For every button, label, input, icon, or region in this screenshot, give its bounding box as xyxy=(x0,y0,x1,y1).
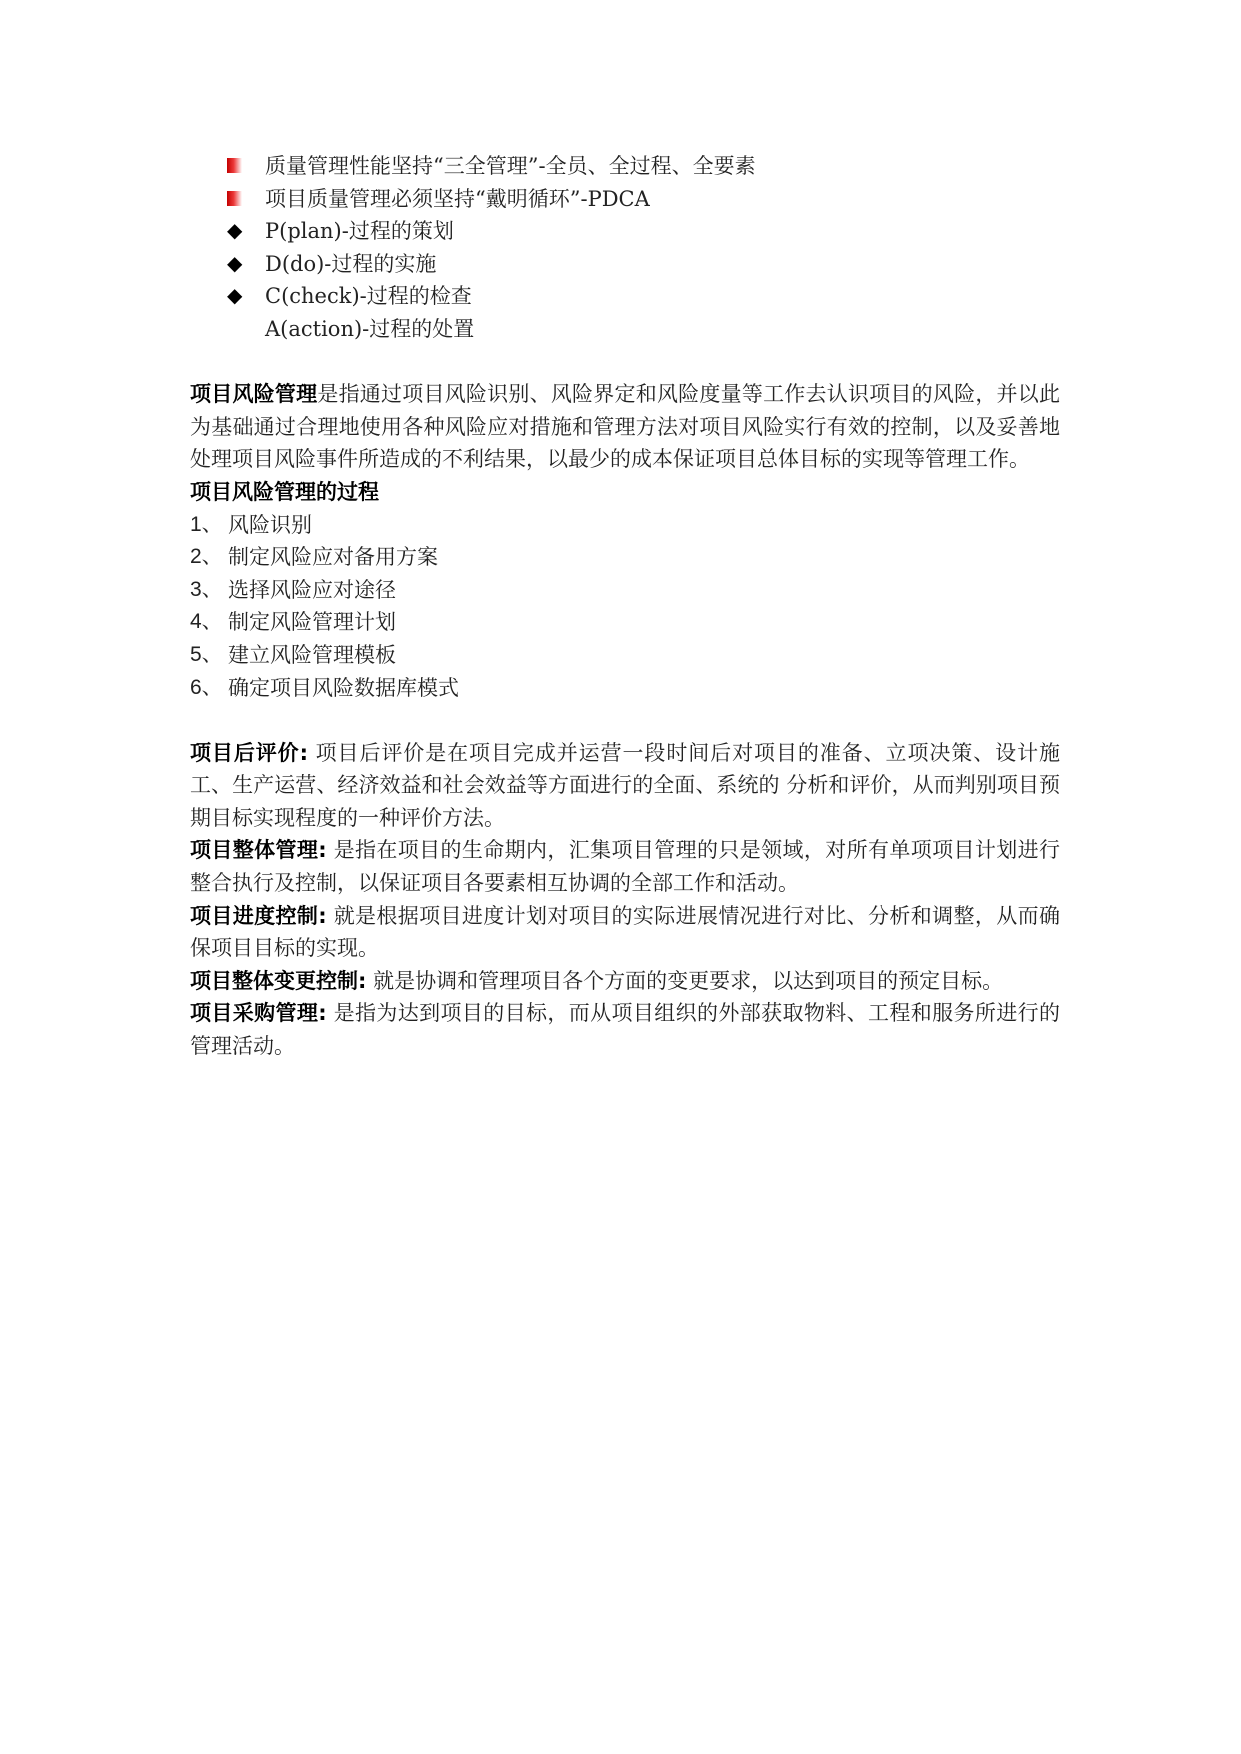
list-item-number: 1、 xyxy=(190,512,223,536)
definition-text: 就是协调和管理项目各个方面的变更要求，以达到项目的预定目标。 xyxy=(366,968,1004,993)
list-item xyxy=(190,574,1060,607)
definition-text: 是指在项目的生命期内，汇集项目管理的只是领域，对所有单项项目计划进行整合执行及控制，以保证项目各要素相互协调的全部工作和活动。 xyxy=(190,838,1060,896)
definition-post-evaluation xyxy=(190,737,1060,835)
list-item-text: 确定项目风险数据库模式 xyxy=(228,675,459,700)
spacer xyxy=(190,704,1060,737)
diamond-bullet-icon xyxy=(227,223,242,238)
list-item xyxy=(190,606,1060,639)
pdca-item-plan xyxy=(190,215,1060,248)
definition-text: 是指为达到项目的目标，而从项目组织的外部获取物料、工程和服务所进行的管理活动。 xyxy=(190,1001,1060,1059)
risk-management-term: 项目风险管理 xyxy=(190,382,318,407)
pdca-item-text: A(action)-过程的处置 xyxy=(265,316,475,341)
quality-bullet-text: 质量管理性能坚持“三全管理”-全员、全过程、全要素 xyxy=(265,154,756,178)
list-item-text: 风险识别 xyxy=(228,512,312,537)
quality-bullet-text: 项目质量管理必须坚持“戴明循环”-PDCA xyxy=(265,186,650,211)
risk-management-definition: 是指通过项目风险识别、风险界定和风险度量等工作去认识项目的风险，并以此为基础通过合理地使用各种风险应对措施和管理方法对项目风险实行有效的控制，以及妥善地处理项目风险事件所造成的不利结果，以最少的成本保证项目总体目标的实现等管理工作。 xyxy=(190,382,1061,472)
risk-management-paragraph xyxy=(190,378,1060,476)
definition-procurement-management xyxy=(190,997,1060,1062)
definition-change-control xyxy=(190,965,1060,998)
list-item-number: 3、 xyxy=(190,577,223,601)
pdca-item-check xyxy=(190,280,1060,313)
pdca-item-text: D(do)-过程的实施 xyxy=(265,251,437,276)
list-item-number: 6、 xyxy=(190,675,223,699)
diamond-bullet-icon xyxy=(227,256,242,271)
quality-bullet-2 xyxy=(190,183,1060,216)
definition-term: 项目进度控制: xyxy=(190,903,327,928)
diamond-bullet-icon xyxy=(227,288,242,303)
red-square-bullet-icon xyxy=(227,191,242,206)
definition-schedule-control xyxy=(190,900,1060,965)
list-item-number: 5、 xyxy=(190,642,223,666)
list-item-text: 制定风险管理计划 xyxy=(228,610,396,635)
risk-process-heading: 项目风险管理的过程 xyxy=(190,479,379,504)
definition-text: 就是根据项目进度计划对项目的实际进展情况进行对比、分析和调整，从而确保项目目标的实现。 xyxy=(190,903,1060,961)
document-body xyxy=(190,150,1060,1063)
list-item-number: 4、 xyxy=(190,610,223,634)
definition-term: 项目后评价: xyxy=(190,740,309,765)
quality-bullet-1 xyxy=(190,150,1060,183)
definition-term: 项目整体管理: xyxy=(190,838,327,863)
definition-text: 项目后评价是在项目完成并运营一段时间后对项目的准备、立项决策、设计施工、生产运营、经济效益和社会效益等方面进行的全面、系统的 分析和评价，从而判别项目预期目标实现程度的一种评价方法。 xyxy=(190,740,1060,830)
list-item-text: 制定风险应对备用方案 xyxy=(228,545,438,570)
red-square-bullet-icon xyxy=(227,158,242,173)
risk-process-list xyxy=(190,509,1060,705)
pdca-item-action xyxy=(190,313,1060,346)
list-item-text: 选择风险应对途径 xyxy=(228,577,396,602)
list-item xyxy=(190,541,1060,574)
list-item xyxy=(190,639,1060,672)
pdca-item-text: C(check)-过程的检查 xyxy=(265,284,472,309)
pdca-item-text: P(plan)-过程的策划 xyxy=(265,219,454,244)
list-item-number: 2、 xyxy=(190,545,223,569)
list-item xyxy=(190,509,1060,542)
list-item-text: 建立风险管理模板 xyxy=(228,642,396,667)
definition-term: 项目采购管理: xyxy=(190,1001,327,1026)
spacer xyxy=(190,346,1060,379)
definition-term: 项目整体变更控制: xyxy=(190,968,367,993)
pdca-item-do xyxy=(190,248,1060,281)
definition-integration-management xyxy=(190,834,1060,899)
list-item xyxy=(190,672,1060,705)
